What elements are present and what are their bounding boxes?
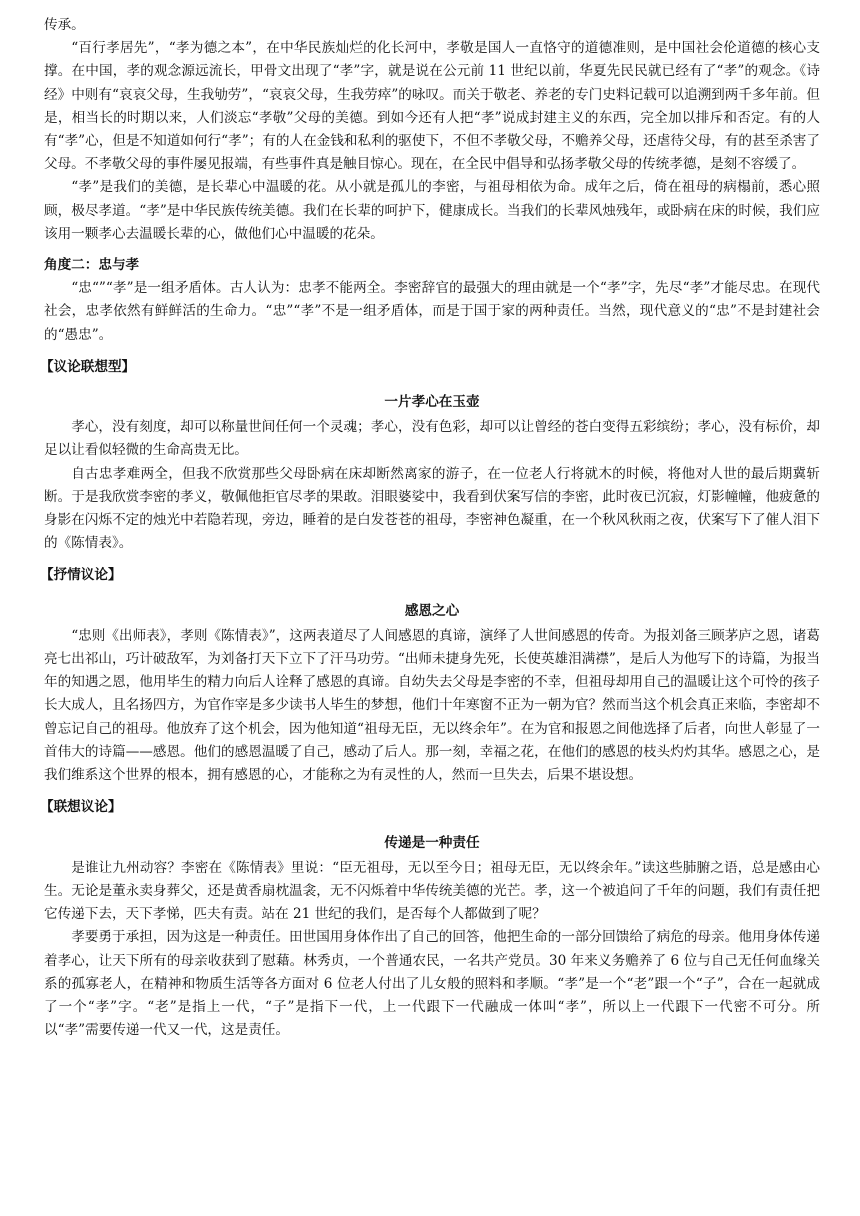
- section-label-association: 【联想议论】: [40, 799, 122, 816]
- essay-title-responsibility: 传递是一种责任: [384, 834, 480, 851]
- paragraph-filial-virtue: “百行孝居先”，“孝为德之本”，在中华民族灿烂的化长河中，孝敬是国人一直恪守的道德准则，是中国社会伦道德的核心支撑。在中国，孝的观念源远流长，甲骨文出现了“孝”字，就是说在公元前 11 世纪以前，华夏先民民就已经有了“孝”的观念。《诗经》中则有“哀哀父母，生我劬劳”，“哀哀父母，生我劳瘁”的咏叹。而关于敬老、养老的专门史料记载可以追溯到两千多年前。但是，相当长的时期以来，人们淡忘“孝敬”父母的美德。到如今还有人把“孝”说成封建主义的东西，完全加以排斥和否定。有的人有“孝”心，但是不知道如何行“孝”；有的人在金钱和私利的驱使下，不但不孝敬父母，不赡养父母，还虐待父母，有的甚至杀害了父母。不孝敬父母的事件屡见报端，有些事件真是触目惊心。现在，在全民中倡导和弘扬孝敬父母的传统孝德，是刻不容缓了。: [44, 40, 820, 173]
- paragraph-filial-flower: “孝”是我们的美德，是长辈心中温暖的花。从小就是孤儿的李密，与祖母相依为命。成年之后，倚在祖母的病榻前，悉心照顾，极尽孝道。“孝”是中华民族传统美德。我们在长辈的呵护下，健康成长。当我们的长辈风烛残年，或卧病在床的时候，我们应该用一颗孝心去温暖长辈的心，做他们心中温暖的花朵。: [44, 179, 820, 242]
- paragraph-loyalty-filial: “忠“”“孝”是一组矛盾体。古人认为：忠孝不能两全。李密辞官的最强大的理由就是一个“孝”字，先尽“孝”才能尽忠。在现代社会，忠孝依然有鲜鲜活的生命力。“忠”“孝”不是一组矛盾体，而是于国于家的两种责任。当然，现代意义的“忠”不是封建社会的“愚忠”。: [44, 280, 820, 343]
- paragraph-pass-on: 是谁让九州动容？李密在《陈情表》里说：“臣无祖母，无以至今日；祖母无臣，无以终余年。”读这些肺腑之语，总是感由心生。无论是董永卖身葬父，还是黄香扇枕温衾，无不闪烁着中华传统美德的光芒。孝，这一个被追问了千年的问题，我们有责任把它传递下去，天下孝悌，匹夫有责。站在 21 世纪的我们，是否每个人都做到了呢？: [44, 859, 820, 923]
- intro-tail: 传承。: [44, 17, 85, 33]
- section-label-lyrical: 【抒情议论】: [40, 567, 122, 584]
- angle-two-heading: 角度二：忠与孝: [44, 257, 140, 274]
- paragraph-filial-heart: 孝心，没有刻度，却可以称量世间任何一个灵魂；孝心，没有色彩，却可以让曾经的苍白变得五彩缤纷；孝心，没有标价，却足以让看似轻微的生命高贵无比。: [44, 419, 820, 459]
- paragraph-gratitude: “忠则《出师表》，孝则《陈情表》”，这两表道尽了人间感恩的真谛，演绎了人世间感恩的传奇。为报刘备三顾茅庐之恩，诸葛亮七出祁山，巧计破敌军，为刘备打天下立下了汗马功劳。“出师未捷身先死，长使英雄泪满襟”，是后人为他写下的诗篇，为报当年的知遇之恩，他用毕生的精力向后人诠释了感恩的真谛。自幼失去父母是李密的不幸，但祖母却用自己的温暖让这个可怜的孩子长大成人，且名扬四方，为官作宰是多少读书人毕生的梦想，他们十年寒窗不正为一朝为官？然而当这个机会真正来临，李密却不曾忘记自己的祖母。他放弃了这个机会，因为他知道“祖母无臣，无以终余年”。在为官和报恩之间他选择了后者，向世人彰显了一首伟大的诗篇——感恩。他们的感恩温暖了自己，感动了后人。那一刻，幸福之花，在他们的感恩的枝头灼灼其华。感恩之心，是我们维系这个世界的根本，拥有感恩的心，才能称之为有灵性的人，然而一旦失去，后果不堪设想。: [44, 627, 820, 784]
- document-page: [40, 14, 820, 1042]
- essay-title-yuhu: 一片孝心在玉壶: [384, 394, 480, 411]
- paragraph-li-mi-letter: 自古忠孝难两全，但我不欣赏那些父母卧病在床却断然离家的游子，在一位老人行将就木的时候，将他对人世的最后期冀斩断。于是我欣赏李密的孝义，敬佩他拒官尽孝的果敢。泪眼婆娑中，我看到伏案写信的李密，此时夜已沉寂，灯影幢幢，他疲惫的身影在闪烁不定的烛光中若隐若现，旁边，睡着的是白发苍苍的祖母，李密神色凝重，在一个秋风秋雨之夜，伏案写下了催人泪下的《陈情表》。: [44, 465, 820, 552]
- section-label-discussion: 【议论联想型】: [40, 358, 136, 375]
- essay-title-gratitude: 感恩之心: [404, 602, 460, 619]
- paragraph-responsibility: 孝要勇于承担，因为这是一种责任。田世国用身体作出了自己的回答，他把生命的一部分回馈给了病危的母亲。他用身体传递着孝心，让天下所有的母亲收获到了慰藉。林秀贞，一个普通农民，一名共产党员。30 年来义务赡养了 6 位与自己无任何血缘关系的孤寡老人，在精神和物质生活等各方面对 6 位老人付出了儿女般的照料和孝顺。“孝”是一个“老”跟一个“子”，合在一起就成了一个“孝”字。“老”是指上一代，“子”是指下一代，上一代跟下一代融成一体叫“孝”，所以上一代跟下一代密不可分。所以“孝”需要传递一代又一代，这是责任。: [44, 929, 820, 1039]
